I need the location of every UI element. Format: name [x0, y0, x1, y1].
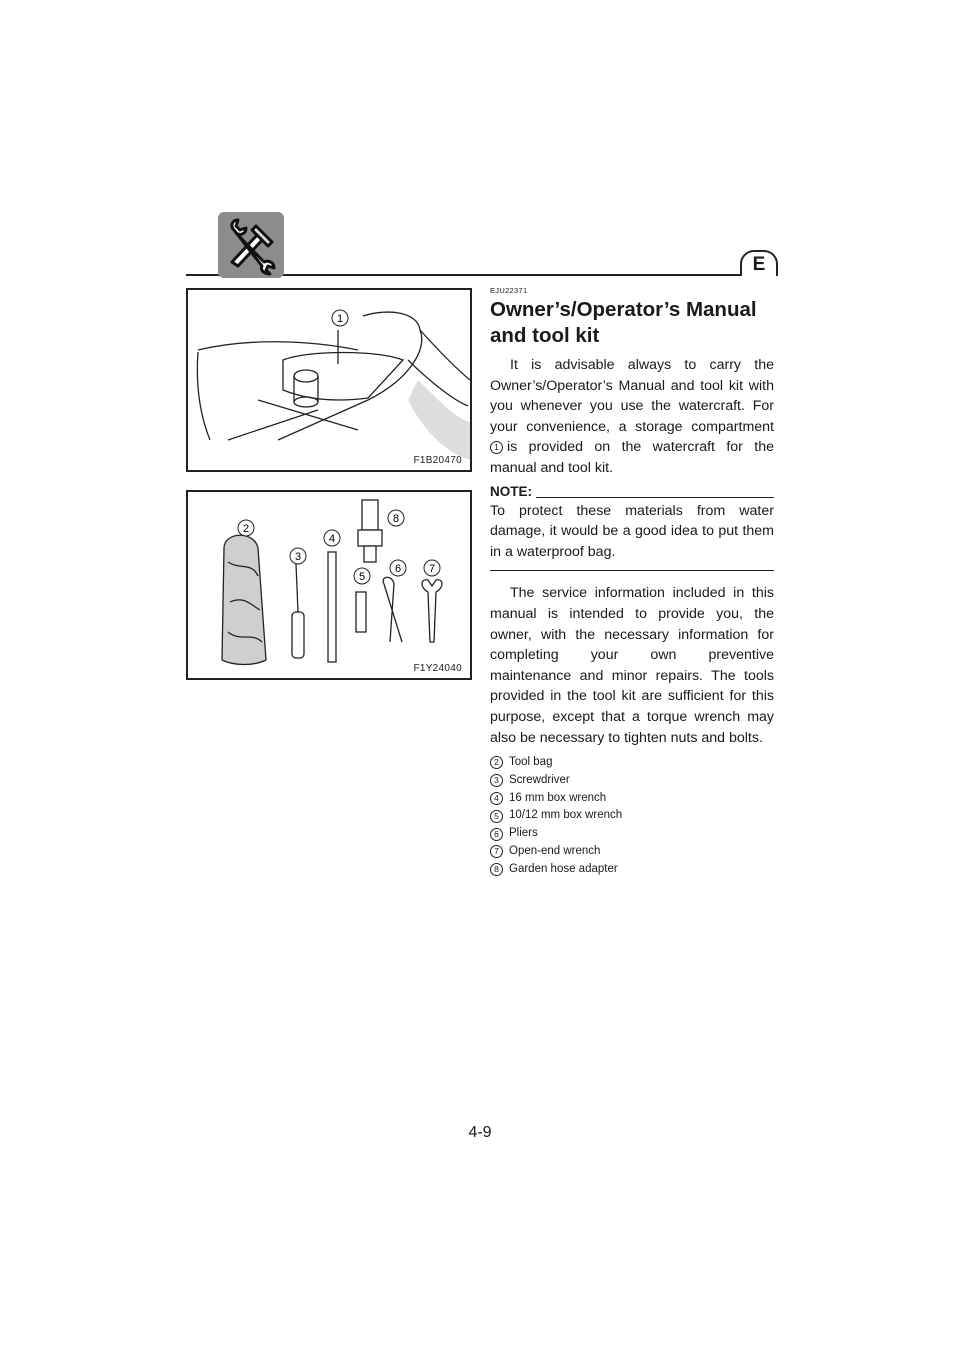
tool-kit-figure	[186, 490, 472, 680]
storage-compartment-figure	[186, 288, 472, 472]
service-paragraph: The service information included in this manual is intended to provide you, the owner, with the necessary information for completing your own preventive maintenance and minor repairs. The tools provided in the tool kit are sufficient for this purpose, except that a torque wrench may also be necessary to tighten nuts and bolts.	[490, 585, 774, 746]
note-label: NOTE:	[490, 483, 532, 499]
tool-kit-illustration	[188, 492, 470, 678]
callout-7: 7	[428, 563, 436, 575]
legend-item: 7 Open-end wrench	[490, 843, 774, 861]
intro-paragraph: It is advisable always to carry the Owner’s/Operator’s Manual and tool kit with you whenever you use the watercraft. For your convenience, a storage compartment 1 is provided on the watercraft for the manual and tool kit.	[490, 357, 774, 476]
section-content	[490, 286, 774, 879]
note-end-rule	[490, 570, 774, 571]
legend-item: 2 Tool bag	[490, 754, 774, 772]
callout-6: 6	[394, 563, 402, 575]
callout-1: 1	[336, 313, 344, 325]
ref-callout-1: 1	[490, 441, 503, 454]
tool-legend	[490, 754, 774, 879]
callout-4: 4	[328, 533, 336, 545]
callout-5: 5	[358, 571, 366, 583]
note-rule	[536, 497, 774, 498]
callout-2: 2	[242, 523, 250, 535]
figure-code: F1Y24040	[413, 663, 462, 674]
note-text: To protect these materials from water damage, it would be a good idea to put them in a waterproof bag.	[490, 502, 774, 560]
note-header	[490, 483, 774, 501]
figure-code: F1B20470	[413, 455, 462, 466]
legend-item: 6 Pliers	[490, 825, 774, 843]
legend-item: 8 Garden hose adapter	[490, 861, 774, 879]
legend-item: 3 Screwdriver	[490, 772, 774, 790]
page-number: 4-9	[468, 1124, 492, 1141]
legend-item: 5 10/12 mm box wrench	[490, 807, 774, 825]
language-badge: E	[740, 250, 778, 276]
section-title: Owner’s/Operator’s Manual and tool kit	[490, 298, 757, 347]
callout-3: 3	[294, 551, 302, 563]
callout-8: 8	[392, 513, 400, 525]
section-code: EJU22371	[490, 286, 528, 295]
storage-compartment-illustration	[188, 290, 470, 470]
legend-item: 4 16 mm box wrench	[490, 790, 774, 808]
wrench-screwdriver-icon	[218, 212, 284, 278]
